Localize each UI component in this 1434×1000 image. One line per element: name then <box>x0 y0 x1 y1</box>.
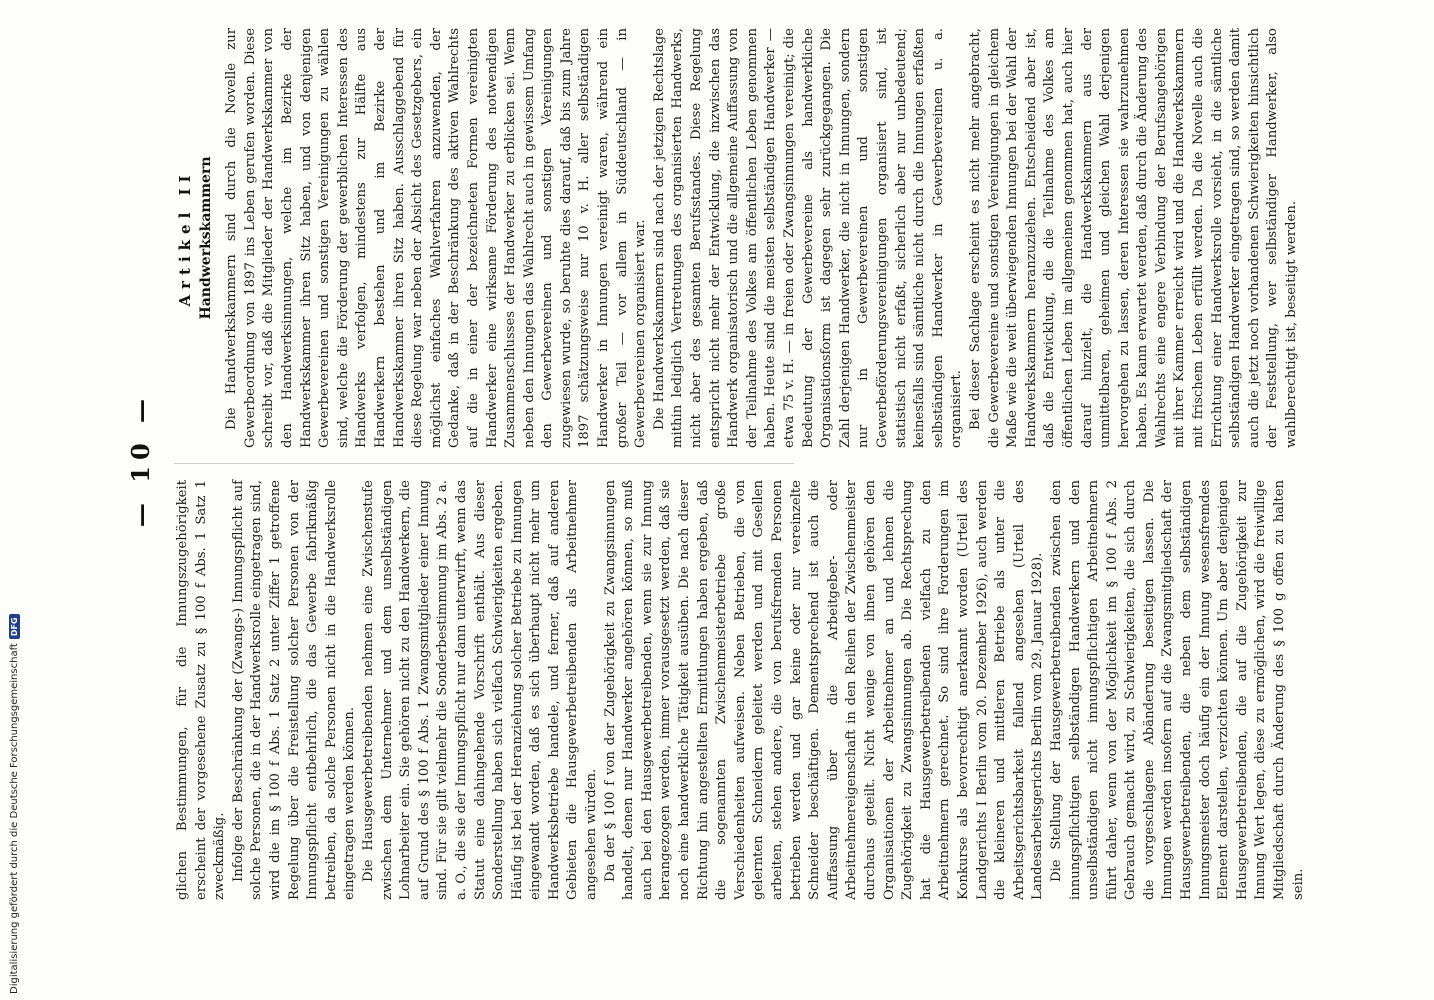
left-text-column <box>174 480 1306 900</box>
section-title: Artikel II <box>176 169 194 307</box>
paragraph: Da der § 100 f von der Zugehörigkeit zu Zwangsinnungen handelt, denen nur Handwerker angehören können, so muß auch bei den Hausgewerbetreibenden, wenn sie zur Innung herangezogen werden, immer vorausgesetzt werden, daß sie noch eine handwerkliche Tätigkeit ausüben. Die nach dieser Richtung hin angestellten Ermittlungen haben ergeben, daß die sogenannten Zwischenmeisterbetriebe große Verschiedenheiten aufweisen. Neben Betrieben, die von gelernten Schneidern geleitet werden und mit Gesellen arbeiten, stehen andere, die von berufsfremden Personen betrieben werden und gar keine oder nur vereinzelte Schneider beschäftigen. Dementsprechend ist auch die Auffassung über die Arbeitgeber- oder Arbeitnehmereigenschaft in den Reihen der Zwischenmeister durchaus geteilt. Nicht wenige von ihnen gehören den Organisationen der Arbeitnehmer an und lehnen die Zugehörigkeit zu Zwangsinnungen ab. Die Rechtsprechung hat die Hausgewerbetreibenden vielfach zu den Arbeitnehmern gerechnet. So sind ihre Forderungen im Konkurse als bevorrechtigt anerkannt worden (Urteil des Landgerichts I Berlin vom 20. Dezember 1926), auch werden die kleineren und mittleren Betriebe als unter die Arbeitsgerichtsbarkeit fallend angesehen (Urteil des Landesarbeitsgerichts Berlin vom 29. Januar 1928). <box>602 480 1046 900</box>
footer-text: Digitalisierung gefördert durch die Deutsche Forschungsgemeinschaft <box>9 643 20 994</box>
digitization-footer <box>9 614 20 994</box>
paragraph: Die Hausgewerbetreibenden nehmen eine Zwischenstufe zwischen dem Unternehmer und dem unselbständigen Lohnarbeiter ein. Sie gehören nicht zu den Handwerkern, die auf Grund des § 100 f Abs. 1 Zwangsmitglieder einer Innung sind. Für sie gilt vielmehr die Sonderbestimmung im Abs. 2 a. a. O., die sie der Innungspflicht nur dann unterwirft, wenn das Statut eine dahingehende Vorschrift enthält. Aus dieser Sonderstellung haben sich vielfach Schwierigkeiten ergeben. Häufig ist bei der Heranziehung solcher Betriebe zu Innungen eingewandt worden, daß es sich überhaupt nicht mehr um Handwerksbetriebe handele, und ferner, daß auf anderen Gebieten die Hausgewerbetreibenden als Arbeitnehmer angesehen würden. <box>360 480 600 900</box>
page-number: — 10 — <box>126 392 155 528</box>
paragraph: Infolge der Beschränkung der (Zwangs-) Innungspflicht auf solche Personen, die in der Handwerksrolle eingetragen sind, wird die im § 100 f Abs. 1 Satz 2 unter Ziffer 1 getroffene Regelung über die Freistellung solcher Personen von der Innungspflicht entbehrlich, die das Gewerbe fabrikmäßig betreiben, da solche Personen nicht in die Handwerksrolle eingetragen werden können. <box>230 480 358 900</box>
rotated-page-content <box>118 20 1306 900</box>
paragraph: glichen Bestimmungen, für die Innungszugehörigkeit erscheint der vorgesehene Zusatz zu § 100 f Abs. 1 Satz 1 zweckmäßig. <box>175 480 228 900</box>
paragraph: Bei dieser Sachlage erscheint es nicht mehr angebracht, die Gewerbevereine und sonstigen Vereinigungen in gleichem Maße wie die weit überwiegenden Innungen bei der Wahl der Handwerkskammern heranzuziehen. Entscheidend aber ist, daß die Entwicklung, die die Teilnahme des Volkes am öffentlichen Leben im allgemeinen genommen hat, auch hier darauf hinzielt, die Handwerkskammern aus der unmittelbaren, geheimen und gleichen Wahl derjenigen hervorgehen zu lassen, deren Interessen sie wahrzunehmen haben. Es kann erwartet werden, daß durch die Änderung des Wahlrechts eine engere Verbindung der Berufsangehörigen mit ihrer Kammer erreicht wird und die Handwerkskammern mit frischem Leben erfüllt werden. Da die Novelle auch die Errichtung einer Handwerksrolle vorsieht, in die sämtliche selbständigen Handwerker eingetragen sind, so werden damit auch die jetzt noch vorhandenen Schwierigkeiten hinsichtlich der Feststellung, wer selbständiger Handwerker, also wahlberechtigt ist, beseitigt werden. <box>967 28 1300 448</box>
paragraph: Die Stellung der Hausgewerbetreibenden zwischen den innungspflichtigen selbständigen Handwerkern und den unselbständigen nicht innungspflichtigen Arbeitnehmern führt daher, wenn von der Möglichkeit im § 100 f Abs. 2 Gebrauch gemacht wird, zu Schwierigkeiten, die sich durch die vorgeschlagene Abänderung beseitigen lassen. Die Innungen werden insofern auf die Zwangsmitgliedschaft der Hausgewerbetreibenden, die neben dem selbständigen Innungsmeister doch häufig ein der Innung wesensfremdes Element darstellen, verzichten können. Um aber denjenigen Hausgewerbetreibenden, die auf die Zugehörigkeit zur Innung Wert legen, diese zu ermöglichen, wird die freiwillige Mitgliedschaft durch Änderung des § 100 g offen zu halten sein. <box>1048 480 1306 900</box>
dfg-logo: DFG <box>9 614 20 639</box>
section-subtitle: Handwerkskammern <box>197 156 214 320</box>
column-divider <box>174 463 794 464</box>
paragraph: Die Handwerkskammern sind durch die Novelle zur Gewerbeordnung von 1897 ins Leben gerufen worden. Diese schreibt vor, daß die Mitglieder der Handwerkskammer von den Handwerksinnungen, welche im Bezirke der Handwerkskammer ihren Sitz haben, und von denjenigen Gewerbevereinen und sonstigen Vereinigungen zu wählen sind, welche die Förderung der gewerblichen Interessen des Handwerks verfolgen, mindestens zur Hälfte aus Handwerkern bestehen und im Bezirke der Handwerkskammer ihren Sitz haben. Ausschlaggebend für diese Regelung war neben der Absicht des Gesetzgebers, ein möglichst einfaches Wahlverfahren anzuwenden, der Gedanke, daß in der Beschränkung des aktiven Wahlrechts auf die in einer der bezeichneten Formen vereinigten Handwerker eine wirksame Förderung des notwendigen Zusammenschlusses der Handwerker zu erblicken sei. Wenn neben den Innungen das Wahlrecht auch in gewissem Umfang den Gewerbevereinen und sonstigen Vereinigungen zugewiesen wurde, so beruhte dies darauf, daß bis zum Jahre 1897 schätzungsweise nur 10 v. H. aller selbständigen Handwerker in Innungen vereinigt waren, während ein großer Teil — vor allem in Süddeutschland — in Gewerbevereinen organisiert war. <box>224 28 649 448</box>
right-text-column <box>174 28 1300 448</box>
paragraph: Die Handwerkskammern sind nach der jetzigen Rechtslage mithin lediglich Vertretungen des organisierten Handwerks, nicht aber des gesamten Berufsstandes. Diese Regelung entspricht nicht mehr der Entwicklung, die inzwischen das Handwerk organisatorisch und die allgemeine Auffassung von der Teilnahme des Volkes am öffentlichen Leben genommen haben. Heute sind die meisten selbständigen Handwerker — etwa 75 v. H. — in freien oder Zwangsinnungen vereinigt; die Bedeutung der Gewerbevereine als handwerkliche Organisationsform ist dagegen sehr zurückgegangen. Die Zahl derjenigen Handwerker, die nicht in Innungen, sondern nur in Gewerbevereinen und sonstigen Gewerbeförderungsvereinigungen organisiert sind, ist statistisch nicht erfaßt, sicherlich aber nur unbedeutend; keinesfalls sind sämtliche nicht durch die Innungen erfaßten selbständigen Handwerker in Gewerbevereinen u. a. organisiert. <box>651 28 965 448</box>
